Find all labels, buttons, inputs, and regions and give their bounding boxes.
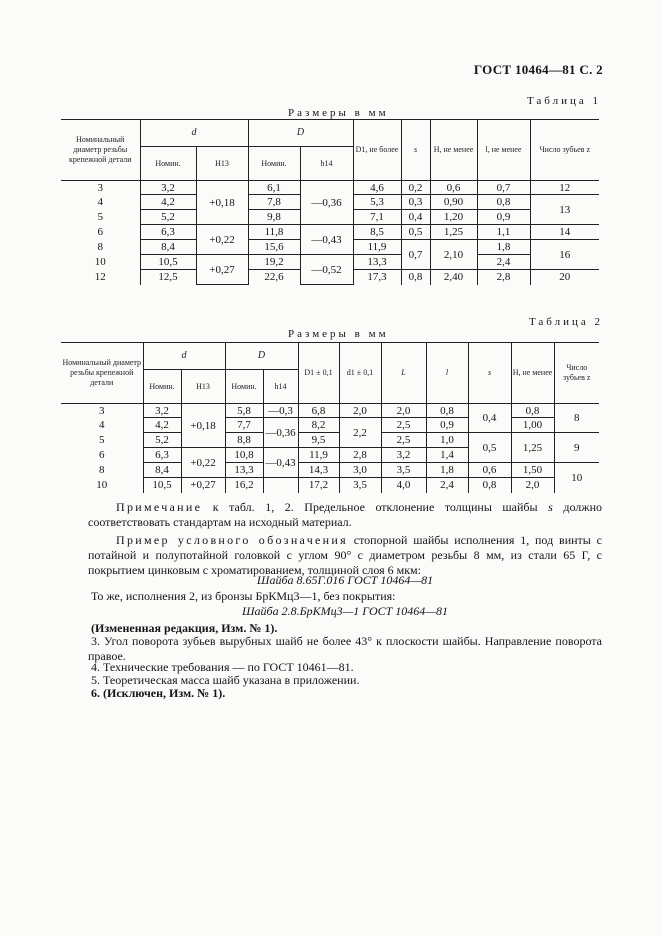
cell: 13: [530, 195, 599, 225]
cell: 3,5: [381, 463, 426, 478]
cell: 3,0: [339, 463, 381, 478]
cell: 2,8: [339, 448, 381, 463]
t1-h-D: D: [248, 120, 353, 147]
t2-h-d1: d1 ± 0,1: [339, 343, 381, 404]
t1-h-s: s: [401, 120, 430, 181]
cell: [263, 478, 298, 493]
cell: +0,27: [196, 255, 248, 285]
table1-caption: Таблица 1: [526, 95, 601, 107]
cell: 1,25: [511, 433, 554, 463]
example-text: стопорной шайбы исполнения 1, под винты с потайной и полупотайной головкой с углом 90° с диаметром резьбы 8 мм, из стали 65 Г, с покрытием цинковым с хроматированием, толщиной слоя 6 мкм:: [88, 533, 602, 577]
same-execution-2: То же, исполнения 2, из бронзы БрКМц3—1, без покрытия:: [91, 589, 396, 603]
cell: 0,5: [468, 433, 511, 463]
table-row: [61, 478, 599, 493]
cell: 2,40: [430, 270, 477, 285]
table-row: [61, 463, 599, 478]
cell: 13,3: [225, 463, 263, 478]
note-paragraph: [88, 500, 602, 530]
item-3: 3. Угол поворота зубьев вырубных шайб не более 43° к плоскости шайбы. Направление поворота правое.: [88, 634, 602, 663]
cell: 0,7: [401, 240, 430, 270]
cell: 2,8: [477, 270, 530, 285]
cell: 0,8: [401, 270, 430, 285]
t2-h-l: l: [426, 343, 468, 404]
cell: 2,5: [381, 418, 426, 433]
cell: 8,5: [353, 225, 401, 240]
t1-h-l: l, не менее: [477, 120, 530, 181]
cell: 4: [61, 418, 143, 433]
t1-h-h13: H13: [196, 147, 248, 181]
cell: 4: [61, 195, 140, 210]
t1-h-nom: Номин.: [140, 147, 196, 181]
cell: 0,8: [511, 404, 554, 418]
cell: —0,52: [300, 255, 353, 285]
cell: 0,8: [477, 195, 530, 210]
note-text: к табл. 1, 2. Предельное отклонение толщины шайбы: [202, 500, 549, 514]
table-row: [61, 181, 599, 195]
cell: 5,2: [143, 433, 181, 448]
cell: 13,3: [353, 255, 401, 270]
cell: —0,43: [263, 448, 298, 478]
table2-caption: Таблица 2: [528, 316, 603, 328]
note-symbol: s: [548, 500, 553, 514]
t1-h-d: d: [140, 120, 248, 147]
t2-h-D: D: [225, 343, 298, 370]
cell: 1,20: [430, 210, 477, 225]
cell: 12: [61, 270, 140, 285]
item-6: 6. (Исключен, Изм. № 1).: [91, 686, 226, 700]
cell: 1,50: [511, 463, 554, 478]
cell: 1,8: [426, 463, 468, 478]
cell: 3,2: [140, 181, 196, 195]
cell: 8,2: [298, 418, 339, 433]
cell: 10: [61, 255, 140, 270]
table-row: [61, 404, 599, 418]
cell: 0,4: [468, 404, 511, 433]
cell: 7,8: [248, 195, 300, 210]
cell: 9,8: [248, 210, 300, 225]
cell: —0,36: [263, 418, 298, 448]
cell: 1,1: [477, 225, 530, 240]
cell: 5,2: [140, 210, 196, 225]
cell: 4,2: [140, 195, 196, 210]
cell: 10: [61, 478, 143, 493]
cell: 0,7: [477, 181, 530, 195]
cell: 17,2: [298, 478, 339, 493]
cell: 5,3: [353, 195, 401, 210]
cell: 6,3: [140, 225, 196, 240]
cell: 10,8: [225, 448, 263, 463]
cell: 2,0: [339, 404, 381, 418]
item-4: 4. Технические требования — по ГОСТ 10461—81.: [91, 660, 354, 674]
cell: +0,27: [181, 478, 225, 493]
table1-sizes-label: Размеры в мм: [288, 107, 389, 119]
t1-h-h14: h14: [300, 147, 353, 181]
cell: 16: [530, 240, 599, 270]
cell: 5,8: [225, 404, 263, 418]
cell: 6,1: [248, 181, 300, 195]
cell: 11,8: [248, 225, 300, 240]
table-row: [61, 433, 599, 448]
cell: 10: [571, 471, 583, 484]
cell: 2,5: [381, 433, 426, 448]
cell: +0,22: [196, 225, 248, 255]
table-row: [61, 255, 599, 270]
cell: 0,6: [468, 463, 511, 478]
cell: 2,4: [426, 478, 468, 493]
table1: [61, 119, 599, 285]
t1-h-H: H, не менее: [430, 120, 477, 181]
cell: 9: [554, 433, 599, 463]
cell: 2,2: [339, 418, 381, 448]
table-row: [61, 225, 599, 240]
cell: 8,4: [140, 240, 196, 255]
cell: 2,0: [381, 404, 426, 418]
cell: 6,3: [143, 448, 181, 463]
cell: 1,25: [430, 225, 477, 240]
cell: 3,2: [381, 448, 426, 463]
cell: 8,8: [225, 433, 263, 448]
cell: 2,0: [511, 478, 554, 493]
cell: —0,3: [263, 404, 298, 418]
cell: 4,0: [381, 478, 426, 493]
note-title: Примечание: [116, 500, 203, 514]
cell: 3: [61, 181, 140, 195]
revised-note: (Измененная редакция, Изм. № 1).: [91, 621, 278, 635]
cell: 0,4: [401, 210, 430, 225]
cell: 6: [61, 225, 140, 240]
cell: 1,8: [477, 240, 530, 255]
t2-h-d: d: [143, 343, 225, 370]
designation-2: Шайба 2.8.БрКМц3—1 ГОСТ 10464—81: [242, 604, 448, 618]
cell: 6,8: [298, 404, 339, 418]
t2-h-z: Число зубьев z: [554, 343, 599, 404]
cell: 4,2: [143, 418, 181, 433]
t1-h-d1: D1, не более: [353, 120, 401, 181]
cell: 1,4: [426, 448, 468, 463]
cell: 0,9: [426, 418, 468, 433]
t2-h-D1: D1 ± 0,1: [298, 343, 339, 404]
cell: 6: [61, 448, 143, 463]
cell: 11,9: [298, 448, 339, 463]
item-5: 5. Теоретическая масса шайб указана в приложении.: [91, 673, 360, 687]
cell: 8: [61, 240, 140, 255]
cell: +0,18: [196, 181, 248, 225]
cell: 3,2: [143, 404, 181, 418]
cell: —0,43: [300, 225, 353, 255]
cell: 15,6: [248, 240, 300, 255]
cell: 5: [61, 210, 140, 225]
example-title: Пример условного обозначения: [116, 533, 348, 547]
cell: 0,9: [477, 210, 530, 225]
cell: 7,1: [353, 210, 401, 225]
t1-h-nom2: Номин.: [248, 147, 300, 181]
cell: 1,00: [511, 418, 554, 433]
t1-h-z: Число зубьев z: [530, 120, 599, 181]
cell: 14: [530, 225, 599, 240]
t2-h-s: s: [468, 343, 511, 404]
note-text-end: должно соответствовать стандартам на исходный материал.: [88, 500, 602, 529]
cell: 17,3: [353, 270, 401, 285]
cell: 0,8: [426, 404, 468, 418]
page-header: ГОСТ 10464—81 С. 2: [473, 62, 603, 77]
cell: 22,6: [248, 270, 300, 285]
cell: 4,6: [353, 181, 401, 195]
t2-h-diameter: Номинальный диаметр резьбы крепежной детали: [61, 343, 143, 404]
cell: 14,3: [298, 463, 339, 478]
cell: 0,6: [430, 181, 477, 195]
cell: 0,8: [468, 478, 511, 493]
cell: +0,22: [181, 448, 225, 478]
cell: 11,9: [353, 240, 401, 255]
cell: 8: [61, 463, 143, 478]
cell: 0,5: [401, 225, 430, 240]
cell: +0,18: [181, 404, 225, 448]
table2: [61, 342, 599, 493]
t2-h-nom: Номин.: [143, 370, 181, 404]
cell: 2,10: [430, 240, 477, 270]
t2-h-h13: H13: [181, 370, 225, 404]
cell: 10,5: [143, 478, 181, 493]
cell: 12: [530, 181, 599, 195]
cell: 10,5: [140, 255, 196, 270]
cell: 8: [554, 404, 599, 433]
cell: 3: [61, 404, 143, 418]
cell: 0,3: [401, 195, 430, 210]
cell: 2,4: [477, 255, 530, 270]
cell: 8,4: [143, 463, 181, 478]
cell: 3,5: [339, 478, 381, 493]
cell: 0,90: [430, 195, 477, 210]
table-row: [61, 418, 599, 433]
cell: 9,5: [298, 433, 339, 448]
cell: 20: [559, 271, 571, 284]
t2-h-L: L: [381, 343, 426, 404]
cell: —0,36: [300, 181, 353, 225]
cell: 5: [61, 433, 143, 448]
table2-sizes-label: Размеры в мм: [288, 328, 389, 340]
cell: 0,2: [401, 181, 430, 195]
cell: 16,2: [225, 478, 263, 493]
example-paragraph: [88, 533, 602, 578]
cell: 12,5: [140, 270, 196, 285]
cell: 7,7: [225, 418, 263, 433]
t2-h-h14: h14: [263, 370, 298, 404]
t1-h-diameter: Номинальный диаметр резьбы крепежной детали: [61, 120, 140, 181]
cell: 19,2: [248, 255, 300, 270]
designation-1: Шайба 8.65Г.016 ГОСТ 10464—81: [256, 573, 434, 587]
t2-h-H: H, не менее: [511, 343, 554, 404]
t2-h-nom2: Номин.: [225, 370, 263, 404]
cell: 1,0: [426, 433, 468, 448]
